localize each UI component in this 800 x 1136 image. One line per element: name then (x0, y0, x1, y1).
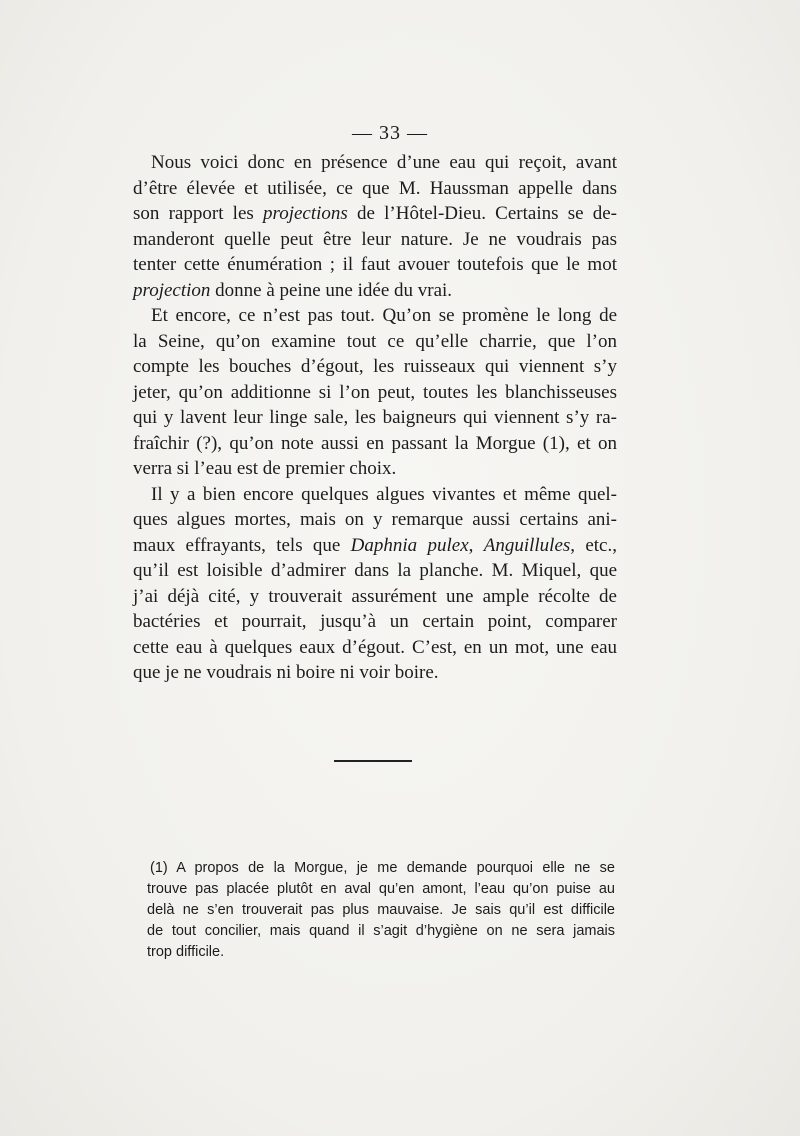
body-line: ques algues mortes, mais on y remarque aussi certains ani- (133, 509, 617, 530)
body-line: j’ai déjà cité, y trouverait assurément une ample récolte de (133, 585, 617, 607)
italic-term: projections (263, 203, 348, 224)
italic-term: Daphnia pulex (350, 534, 469, 556)
body-line: verra si l’eau est de premier choix. (133, 458, 397, 479)
body-line: projection donne à peine une idée du vrai. (133, 279, 453, 301)
italic-term: projection (133, 279, 211, 301)
footnote-line: trop difficile. (147, 944, 225, 960)
body-line: cette eau à quelques eaux d’égout. C’est, en un mot, une eau (133, 636, 617, 658)
body-line: compte les bouches d’égout, les ruisseaux qui viennent s’y (133, 356, 617, 377)
body-line: tenter cette énumération ; il faut avouer toutefois que le mot (133, 254, 617, 275)
footnote-line: de tout concilier, mais quand il s’agit d’hygiène on ne sera jamais (147, 923, 615, 939)
page-number: — 33 — (352, 122, 428, 144)
body-line: Nous voici donc en présence d’une eau qui reçoit, avant (151, 152, 617, 173)
body-line: la Seine, qu’on examine tout ce qu’elle charrie, que l’on (133, 330, 617, 352)
body-line: qui y lavent leur linge sale, les baigneurs qui viennent s’y ra- (133, 407, 617, 428)
body-line: fraîchir (?), qu’on note aussi en passant la Morgue (1), et on (133, 432, 617, 454)
footnote-line: delà ne s’en trouverait pas plus mauvaise. Je sais qu’il est difficile (147, 902, 615, 918)
body-line: manderont quelle peut être leur nature. Je ne voudrais pas (133, 228, 617, 250)
body-line: jeter, qu’on additionne si l’on peut, toutes les blanchisseuses (133, 381, 617, 403)
footnote-line: trouve pas placée plutôt en aval qu’en amont, l’eau qu’on puise au (147, 881, 615, 897)
separator-rule (334, 760, 412, 762)
body-line: que je ne voudrais ni boire ni voir boire. (133, 662, 439, 683)
body-line: Et encore, ce n’est pas tout. Qu’on se promène le long de (151, 305, 617, 326)
body-line: Il y a bien encore quelques algues vivantes et même quel- (151, 483, 617, 505)
body-text (133, 150, 617, 686)
body-line: son rapport les projections de l’Hôtel-Dieu. Certains se de- (133, 203, 617, 224)
footnote-line: (1) A propos de la Morgue, je me demande pourquoi elle ne se (150, 860, 615, 876)
body-line: maux effrayants, tels que Daphnia pulex, Anguillules, etc., (133, 534, 617, 556)
footnote (147, 858, 615, 963)
body-line: bactéries et pourrait, jusqu’à un certain point, comparer (133, 611, 617, 632)
italic-term: Anguillules (483, 534, 571, 556)
body-line: d’être élevée et utilisée, ce que M. Haussman appelle dans (133, 177, 617, 199)
body-line: qu’il est loisible d’admirer dans la planche. M. Miquel, que (133, 560, 617, 581)
